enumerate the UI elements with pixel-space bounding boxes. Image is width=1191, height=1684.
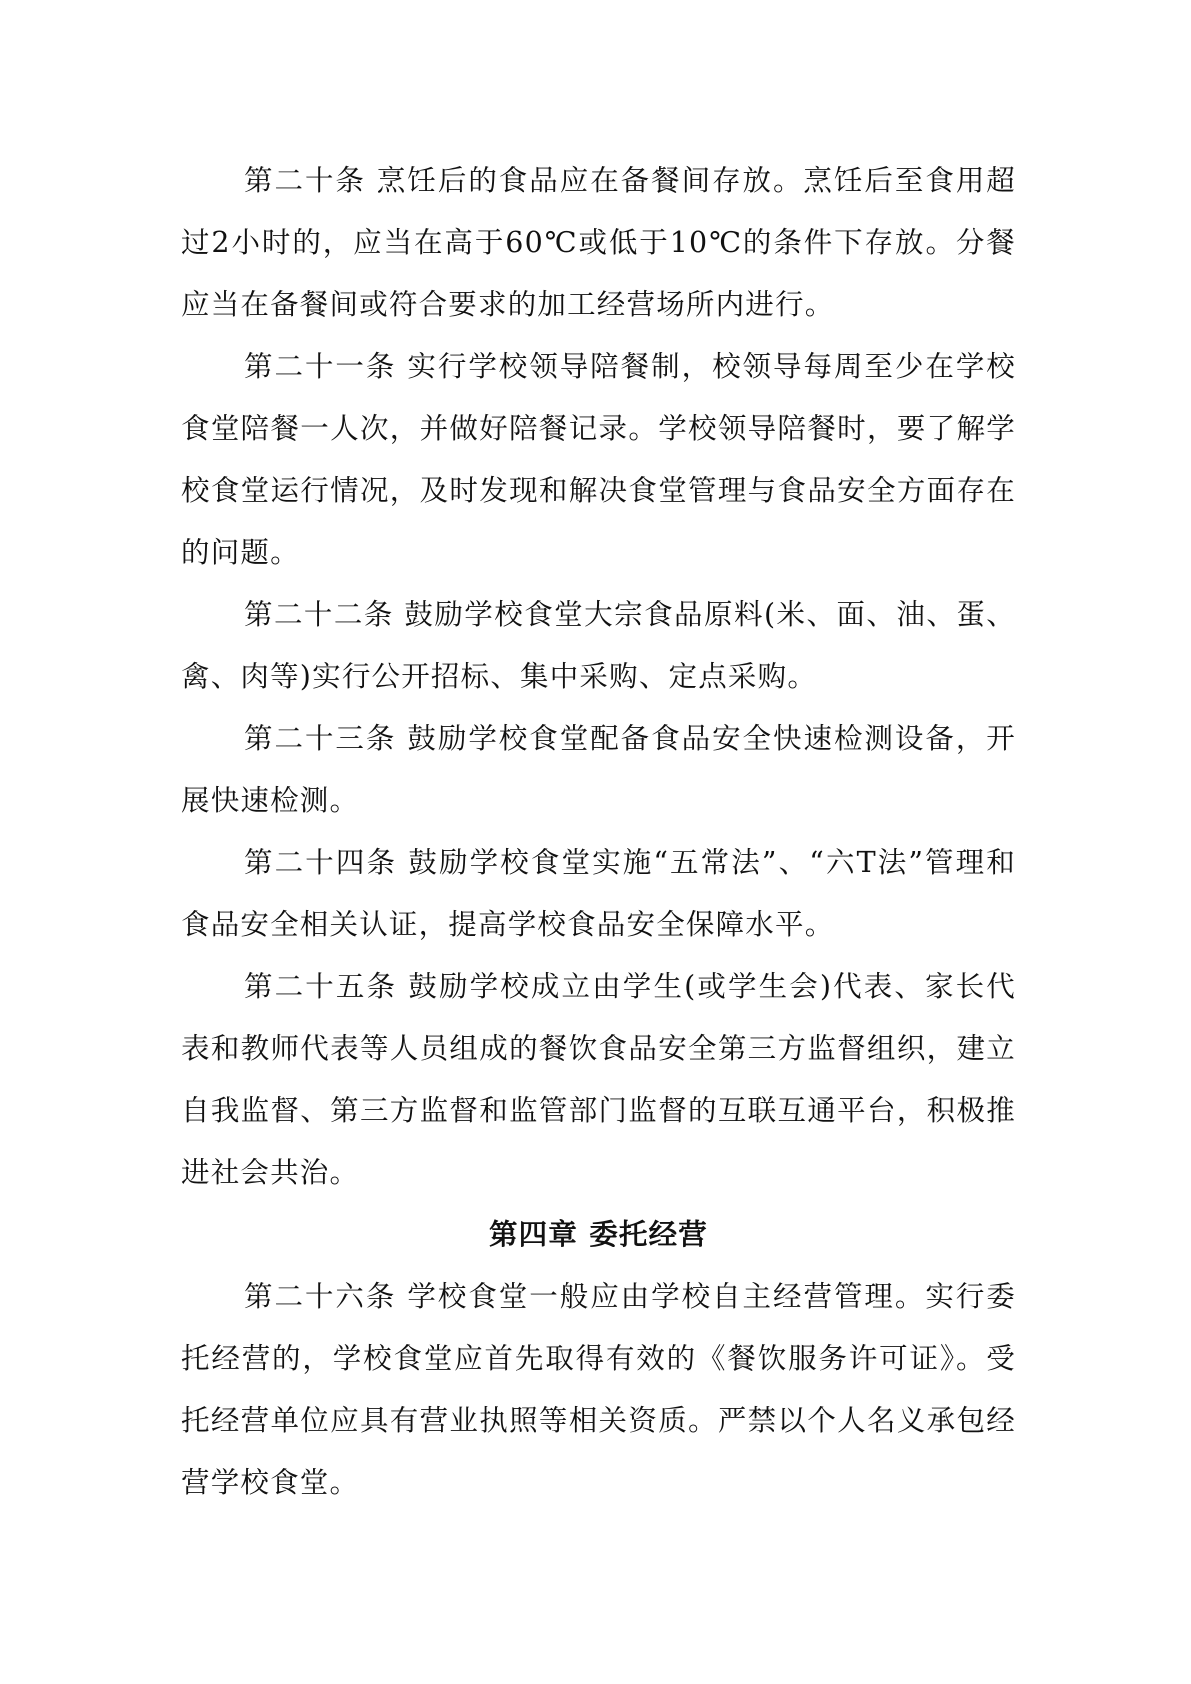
article-25-paragraph: 第二十五条 鼓励学校成立由学生(或学生会)代表、家长代表和教师代表等人员组成的餐饮食品安全第三方监督组织，建立自我监督、第三方监督和监管部门监督的互联互通平台，积极推进社会共治。 [181, 970, 1016, 1189]
article-21-paragraph: 第二十一条 实行学校领导陪餐制，校领导每周至少在学校食堂陪餐一人次，并做好陪餐记录。学校领导陪餐时，要了解学校食堂运行情况，及时发现和解决食堂管理与食品安全方面存在的问题。 [181, 350, 1016, 569]
article-22-paragraph: 第二十二条 鼓励学校食堂大宗食品原料(米、面、油、蛋、禽、肉等)实行公开招标、集中采购、定点采购。 [181, 598, 1016, 693]
article-24-paragraph: 第二十四条 鼓励学校食堂实施“五常法”、“六T法”管理和食品安全相关认证，提高学校食品安全保障水平。 [181, 846, 1016, 941]
chapter-heading: 第四章 委托经营 [488, 1218, 709, 1251]
article-23-paragraph: 第二十三条 鼓励学校食堂配备食品安全快速检测设备，开展快速检测。 [181, 722, 1016, 817]
document-body [181, 150, 1016, 1514]
article-20-paragraph: 第二十条 烹饪后的食品应在备餐间存放。烹饪后至食用超过2小时的，应当在高于60℃或低于10℃的条件下存放。分餐应当在备餐间或符合要求的加工经营场所内进行。 [181, 164, 1016, 321]
article-26-paragraph: 第二十六条 学校食堂一般应由学校自主经营管理。实行委托经营的，学校食堂应首先取得有效的《餐饮服务许可证》。受托经营单位应具有营业执照等相关资质。严禁以个人名义承包经营学校食堂。 [181, 1280, 1016, 1499]
